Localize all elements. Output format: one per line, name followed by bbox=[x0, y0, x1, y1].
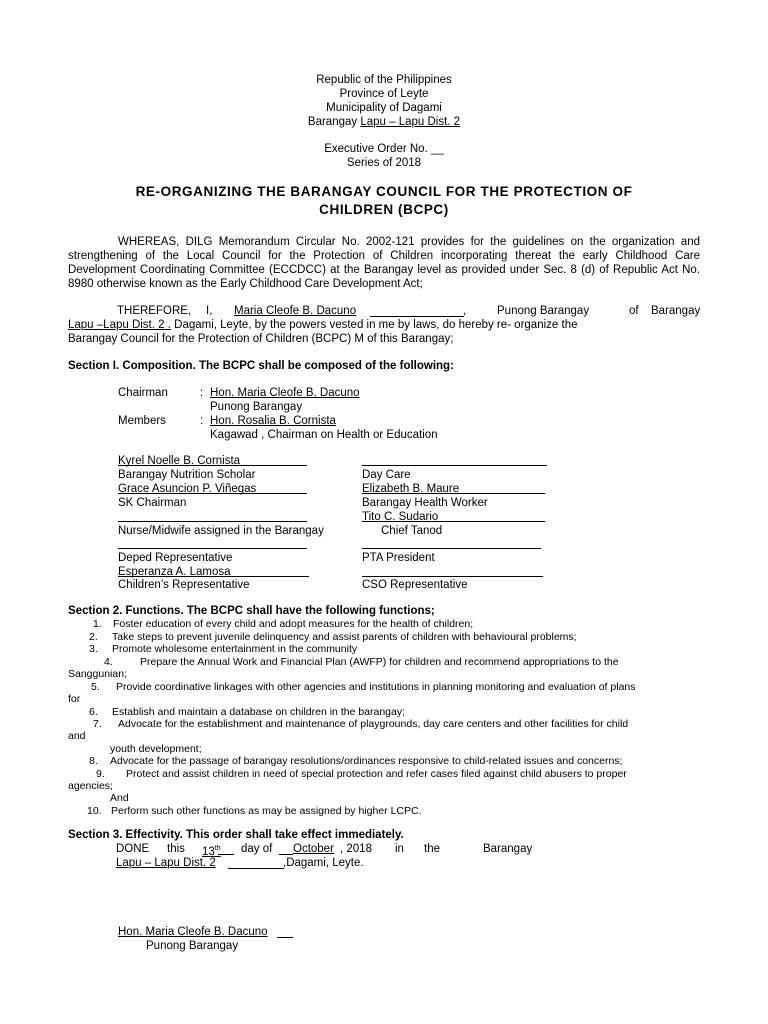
document-title-line2: CHILDREN (BCPC) bbox=[319, 202, 449, 217]
therefore-lead: THEREFORE, bbox=[117, 305, 192, 317]
signatory-name: Hon. Maria Cleofe B. Dacuno bbox=[118, 926, 268, 938]
this-text: this bbox=[167, 843, 185, 855]
barangay-name: Lapu – Lapu Dist. 2 bbox=[360, 116, 461, 128]
right-member-name: Elizabeth B. Maure bbox=[362, 483, 460, 495]
header-municipality: Municipality of Dagami bbox=[326, 102, 442, 114]
day-line bbox=[218, 854, 234, 855]
function-number: 6. bbox=[89, 706, 98, 718]
function-text: Protect and assist children in need of special protection and refer cases filed against child abusers to proper bbox=[126, 768, 627, 780]
function-text: Perform such other functions as may be assigned by higher LCPC. bbox=[111, 805, 422, 817]
function-continuation: And bbox=[110, 792, 129, 804]
whereas-clause: WHEREAS, DILG Memorandum Circular No. 2002-121 provides for the guidelines on the organization and strengthening of the Local Council for the Protection of Children incorporating thereat the early Childhood Care Development Coordinating Committee (ECCDCC) at the Barangay level as provided under Sec. 8 (d) of Republic Act No. 8980 otherwise known as the Early Childhood Care Development Act; bbox=[68, 236, 700, 290]
effective-year: , 2018 bbox=[340, 843, 372, 855]
right-member-role: Day Care bbox=[362, 469, 411, 481]
function-continuation: for bbox=[68, 693, 81, 705]
function-continuation: youth development; bbox=[110, 743, 202, 755]
signature-line bbox=[118, 465, 307, 466]
header-barangay: Barangay Lapu – Lapu Dist. 2 bbox=[307, 116, 461, 128]
left-member-role: Nurse/Midwife assigned in the Barangay bbox=[118, 525, 324, 537]
left-member-name: Esperanza A. Lamosa bbox=[118, 566, 231, 578]
therefore-i: I, bbox=[206, 305, 213, 317]
series: Series of 2018 bbox=[346, 157, 422, 169]
therefore-comma: , bbox=[463, 305, 467, 317]
function-number: 5. bbox=[91, 681, 100, 693]
right-member-role: Barangay Health Worker bbox=[362, 497, 488, 509]
function-number: 9. bbox=[96, 768, 105, 780]
function-text: Establish and maintain a database on children in the barangay; bbox=[112, 706, 406, 718]
signatory-title: Punong Barangay bbox=[146, 940, 239, 952]
signature-line bbox=[362, 548, 541, 549]
left-member-name: Grace Asuncion P. Viñegas bbox=[118, 483, 257, 495]
place-municipality: ,Dagami, Leyte. bbox=[283, 857, 364, 869]
therefore-name-line bbox=[370, 316, 464, 317]
function-number: 8. bbox=[89, 755, 98, 767]
signature-line bbox=[362, 576, 543, 577]
effective-day: 13th bbox=[202, 845, 221, 858]
therefore-barangay: Barangay bbox=[651, 305, 701, 317]
function-continuation: Sanggunian; bbox=[68, 668, 127, 680]
signature-line bbox=[118, 493, 307, 494]
signature-line bbox=[362, 493, 545, 494]
in-text: in bbox=[395, 843, 404, 855]
member-name: Hon. Rosalia B. Cornista bbox=[210, 415, 336, 427]
chairman-title: Punong Barangay bbox=[210, 401, 303, 413]
therefore-line2: Lapu –Lapu Dist. 2 . Dagami, Leyte, by the powers vested in me by laws, do hereby re- organize the bbox=[68, 319, 578, 331]
therefore-line3: Barangay Council for the Protection of Children (BCPC) M of this Barangay; bbox=[68, 333, 454, 345]
function-text: Promote wholesome entertainment in the community bbox=[112, 643, 358, 655]
the-text: the bbox=[424, 843, 440, 855]
signature-line bbox=[362, 465, 547, 466]
done-text: DONE bbox=[116, 843, 150, 855]
left-member-role: Barangay Nutrition Scholar bbox=[118, 469, 256, 481]
left-member-role: Deped Representative bbox=[118, 552, 233, 564]
header-province: Province of Leyte bbox=[339, 88, 429, 100]
document-title-line1: RE-ORGANIZING THE BARANGAY COUNCIL FOR THE PROTECTION OF bbox=[135, 184, 633, 199]
function-text: Provide coordinative linkages with other agencies and institutions in planning monitoring and evaluation of plans bbox=[116, 681, 636, 693]
chairman-name: Hon. Maria Cleofe B. Dacuno bbox=[210, 387, 360, 399]
left-member-role: SK Chairman bbox=[118, 497, 187, 509]
members-label: Members bbox=[118, 415, 166, 427]
function-continuation: and bbox=[68, 730, 86, 742]
barangay-text: Barangay bbox=[483, 843, 533, 855]
section3-heading: Section 3. Effectivity. This order shall take effect immediately. bbox=[68, 829, 404, 841]
left-member-name: Kyrel Noelle B. Cornista bbox=[118, 455, 241, 467]
right-member-role: CSO Representative bbox=[362, 579, 468, 591]
signature-line bbox=[118, 548, 307, 549]
function-number: 7. bbox=[93, 718, 102, 730]
month-line bbox=[279, 854, 293, 855]
signature-line bbox=[118, 576, 309, 577]
signatory-line bbox=[277, 937, 293, 938]
right-member-name: Tito C. Sudario bbox=[362, 511, 439, 523]
right-member-role: PTA President bbox=[362, 552, 435, 564]
therefore-of: of bbox=[629, 305, 639, 317]
header-republic: Republic of the Philippines bbox=[316, 74, 452, 86]
function-text: Advocate for the passage of barangay resolutions/ordinances responsive to child-related issues and concerns; bbox=[110, 755, 623, 767]
function-text: Take steps to prevent juvenile delinquency and assist parents of children with behavioural problems; bbox=[112, 631, 577, 643]
place-barangay: Lapu – Lapu Dist. 2 bbox=[116, 857, 216, 869]
document-page: Republic of the Philippines Province of Leyte Municipality of Dagami Barangay Lapu – Lapu Dist. 2 Executive Order No. __ Series of 2018 RE-ORGANIZING THE BARANGAY COUNCIL FOR THE PROTECTION OF CHILDREN (BCPC) WHEREAS, DILG Memorandum Circular No. 2002-121 provides for the guidelines on the organization and strengthening of the Local Council for the Protection of Children incorporating thereat the early Childhood Care Development Coordinating Committee (ECCDCC) at the Barangay level as provided under Sec. 8 (d) of Republic Act No. 8980 otherwise known as the Early Childhood Care Development Act; THEREFORE, I, Maria Cleofe B. Dacuno , Punong Barangay of Barangay Lapu –Lapu Dist. 2 . Dagami, Leyte, by the powers vested in me by laws, do hereby re- organize the Barangay Council for the Protection of Children (BCPC) M of this Barangay; Section I. Composition. The BCPC shall be composed of the following: Chairman : Hon. Maria Cleofe B. Dacuno Punong Barangay Members : Hon. Rosalia B. Cornista Kagawad , Chairman on Health or Education Kyrel Noelle B. Cornista Barangay Nutrition Scholar Grace Asuncion P. Viñegas SK Chairman Nurse/Midwife assigned in the Barangay Deped Representative Esperanza A. Lamosa Children’s Representative Day Care Elizabeth B. Maure Barangay Health Worker Tito C. Sudario Chief Tanod PTA President CSO Representative Section 2. Functions. The BCPC shall have the following functions; 1. Foster education of every child and adopt measures for the health of children; 2. Take steps to prevent juvenile delinquency and assist parents of children with behavioural problems; 3. Promote wholesome entertainment in the community 4. Prepare the Annual Work and Financial Plan (AWFP) for children and recommend appropriations to the Sanggunian; 5. Provide coordinative linkages with other agencies and institutions in planning monitoring and evaluation of plans for 6. Establish and maintain a database on children in the barangay; 7. Advocate for the establishment and maintenance of playgrounds, day care centers and other facilities for child and youth development; 8. Advocate for the passage of barangay resolutions/ordinances responsive to child-related issues and concerns; 9. Protect and assist children in need of special protection and refer cases filed against child abusers to proper agencies; And 10. Perform such other functions as may be assigned by higher LCPC. Section 3. Effectivity. This order shall take effect immediately. DONE this 13th day of October , 2018 in the Barangay Lapu – Lapu Dist. 2 ,Dagami, Leyte. Hon. Maria Cleofe B. Dacuno Punong Barangay bbox=[0, 0, 768, 1024]
therefore-barangay-name: Lapu –Lapu Dist. 2 . bbox=[68, 319, 171, 331]
member-title: Kagawad , Chairman on Health or Education bbox=[210, 429, 438, 441]
therefore-punong: Punong Barangay bbox=[497, 305, 590, 317]
signature-line bbox=[118, 521, 307, 522]
right-member-role: Chief Tanod bbox=[381, 525, 443, 537]
place-line bbox=[228, 868, 284, 869]
section1-heading: Section I. Composition. The BCPC shall be composed of the following: bbox=[68, 360, 454, 372]
function-text: Foster education of every child and adopt measures for the health of children; bbox=[113, 618, 474, 630]
function-number: 2. bbox=[89, 631, 98, 643]
effective-month: October bbox=[293, 843, 334, 855]
function-number: 1. bbox=[93, 618, 102, 630]
function-continuation: agencies; bbox=[68, 780, 113, 792]
signature-line bbox=[362, 521, 545, 522]
function-text: Advocate for the establishment and maintenance of playgrounds, day care centers and other facilities for child bbox=[118, 718, 629, 730]
function-number: 10. bbox=[87, 805, 102, 817]
chairman-label: Chairman bbox=[118, 387, 168, 399]
section2-heading: Section 2. Functions. The BCPC shall have the following functions; bbox=[68, 605, 435, 617]
function-text: Prepare the Annual Work and Financial Plan (AWFP) for children and recommend appropriations to the bbox=[140, 656, 619, 668]
executive-order-number: Executive Order No. __ bbox=[324, 143, 444, 155]
function-number: 3. bbox=[89, 643, 98, 655]
day-of-text: day of bbox=[241, 843, 273, 855]
left-member-role: Children’s Representative bbox=[118, 579, 250, 591]
function-number: 4. bbox=[104, 656, 113, 668]
therefore-official-name: Maria Cleofe B. Dacuno bbox=[234, 305, 357, 317]
